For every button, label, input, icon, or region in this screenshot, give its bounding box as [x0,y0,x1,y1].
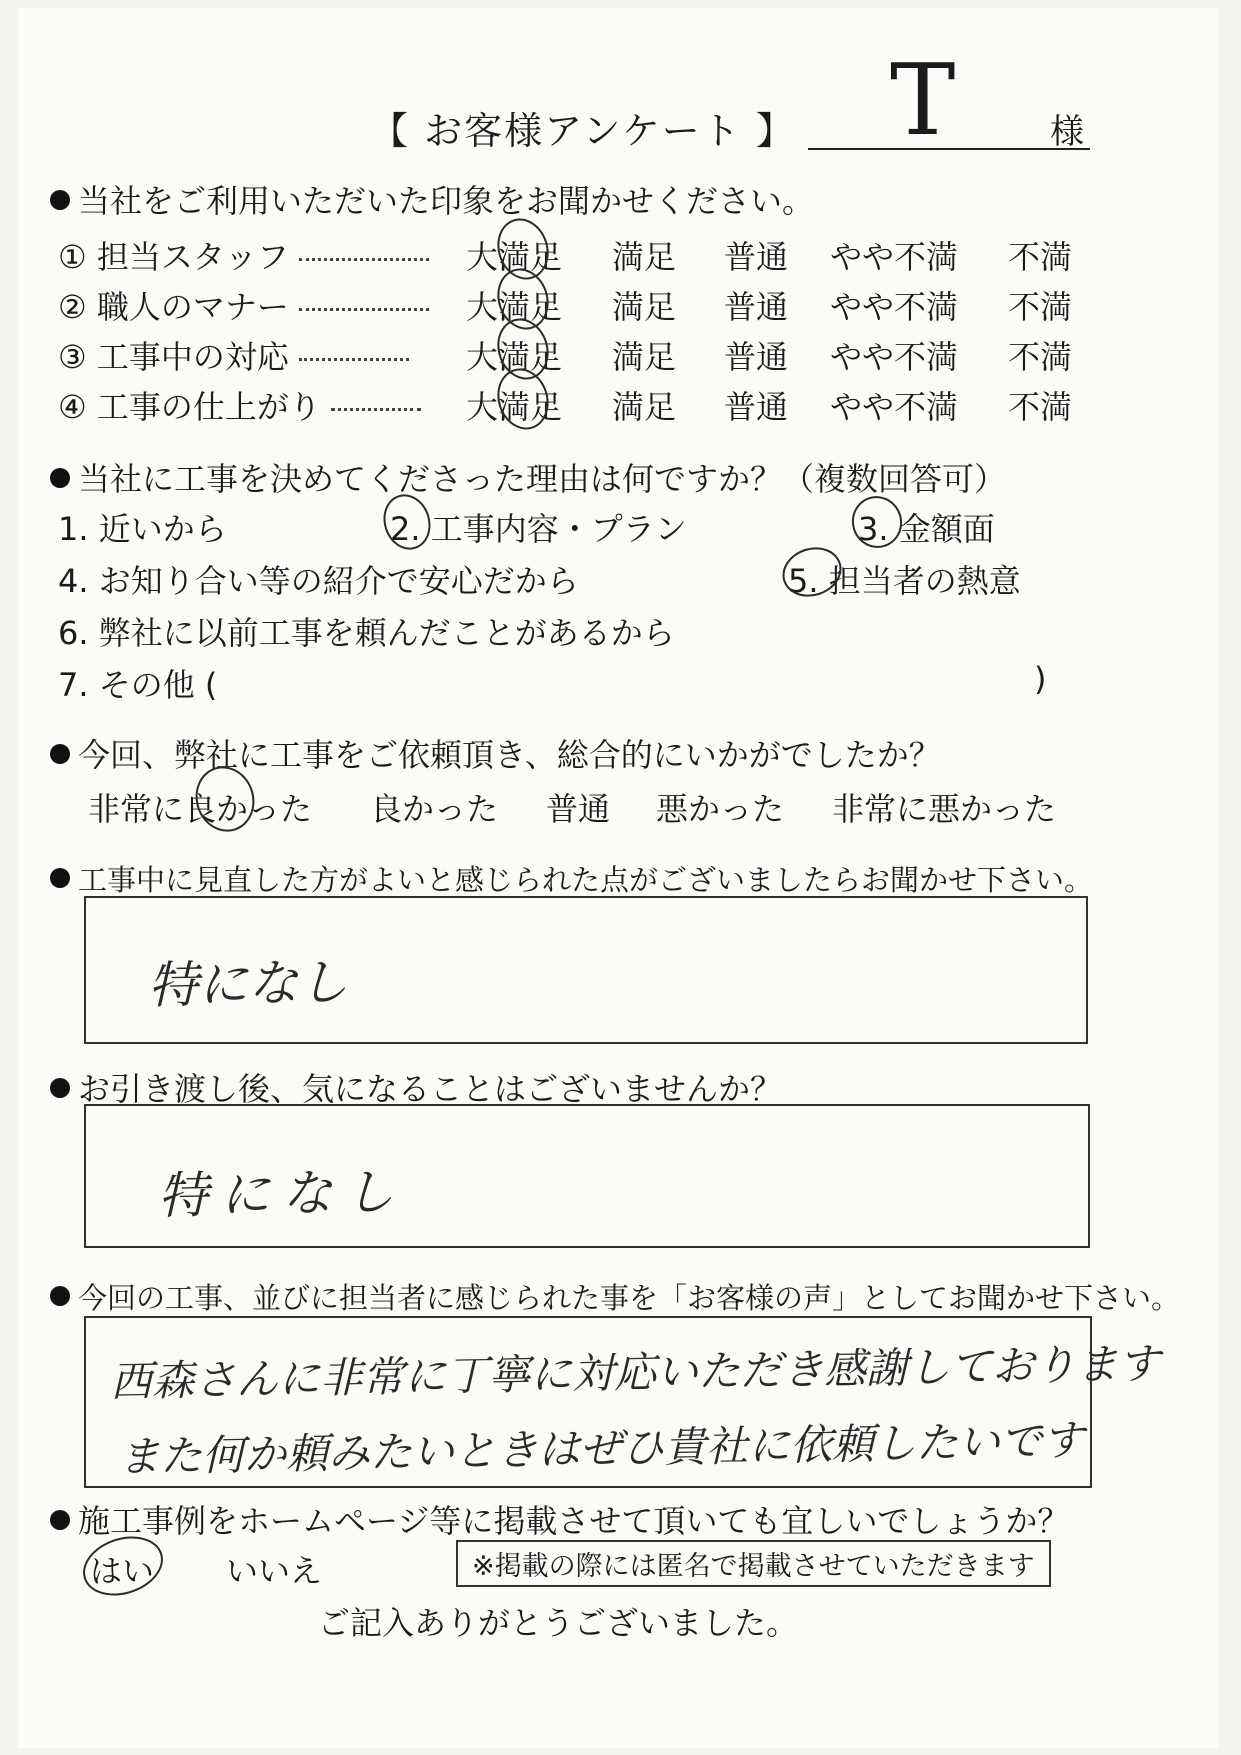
q6-question-text: 今回の工事、並びに担当者に感じられた事を「お客様の声」としてお聞かせ下さい。 [78,1281,1181,1315]
leader-dots [331,408,421,411]
bullet-icon [50,1286,70,1306]
q1-row4-choice-2: 満足 [612,388,677,426]
q1-row4-choice-5: 不満 [1008,388,1073,426]
q1-row2-choice-5: 不満 [1008,288,1073,326]
q1-row2-choice-2: 満足 [612,288,677,326]
q7-yes: はい [90,1552,155,1590]
customer-suffix: 様 [1050,112,1084,152]
leader-dots [299,258,429,261]
q1-row1-choice-2: 満足 [612,238,677,276]
q2-option-3: 3. 金額面 [858,510,995,548]
q2-option-5: 5. 担当者の熱意 [788,562,1021,600]
q2-option-2: 2. 工事内容・プラン [390,510,687,548]
q1-row2-choice-1: 大満足 [466,288,563,326]
bullet-icon [50,190,70,210]
leader-dots [299,358,409,361]
q4-handwritten-answer: 特になし [147,953,349,1015]
q2-option-4: 4. お知り合い等の紹介で安心だから [58,562,579,600]
q5-handwritten-answer: 特になし [157,1162,407,1226]
q3-choice-1: 非常に良かった [88,790,313,828]
q6-handwritten-line-1: 西森さんに非常に丁寧に対応いただき感謝しております [109,1338,1161,1407]
q1-item-label: ② 職人のマナー [58,288,289,326]
q1-item-1 [58,232,429,278]
q1-row3-choice-3: 普通 [724,338,789,376]
q1-row3-choice-4: やや不満 [830,338,959,376]
q6-handwritten-line-2: また何か頼みたいときはぜひ貴社に依頼したいです [117,1415,1085,1482]
survey-title: 【 お客様アンケート 】 [370,109,796,153]
q1-item-label: ③ 工事中の対応 [58,338,289,376]
q7-anonymity-note: ※掲載の際には匿名で掲載させていただきます [456,1540,1051,1587]
q3-choice-2: 良かった [370,790,499,828]
bullet-icon [50,868,70,888]
q1-item-2 [58,282,429,328]
q1-row1-choice-3: 普通 [724,238,789,276]
q4-question [50,858,1093,899]
q4-question-text: 工事中に見直した方がよいと感じられた点がございましたらお聞かせ下さい。 [78,863,1094,897]
q1-row4-choice-4: やや不満 [830,388,959,426]
q2-option-7: 7. その他 ( [58,666,218,704]
q1-item-4 [58,382,421,428]
q1-row1-choice-5: 不満 [1008,238,1073,276]
q1-question [50,176,814,222]
q1-row3-choice-5: 不満 [1008,338,1073,376]
q1-row3-choice-1: 大満足 [466,338,563,376]
bullet-icon [50,1078,70,1098]
thanks-message: ご記入ありがとうございました。 [318,1604,799,1642]
q2-question [50,454,1006,500]
q2-option-1: 1. 近いから [58,510,227,548]
q1-row1-choice-4: やや不満 [830,238,959,276]
q1-row2-choice-4: やや不満 [830,288,959,326]
q7-question-text: 施工事例をホームページ等に掲載させて頂いても宜しいでしょうか？ [78,1502,1070,1540]
q3-choice-4: 悪かった [656,790,785,828]
q1-item-3 [58,332,409,378]
q2-other-close: ) [1034,660,1047,698]
q7-question [50,1496,1069,1542]
leader-dots [299,308,429,311]
bullet-icon [50,1510,70,1530]
q3-choice-3: 普通 [546,790,611,828]
bullet-icon [50,468,70,488]
q2-question-text: 当社に工事を決めてくださった理由は何ですか？（複数回答可） [78,460,1007,498]
q3-question-text: 今回、弊社に工事をご依頼頂き、総合的にいかがでしたか？ [78,736,941,774]
q1-item-label: ④ 工事の仕上がり [58,388,321,426]
q1-row2-choice-3: 普通 [724,288,789,326]
customer-name: T [890,44,956,158]
q2-option-6: 6. 弊社に以前工事を頼んだことがあるから [58,614,675,652]
q5-question-text: お引き渡し後、気になることはございませんか？ [78,1070,783,1108]
q1-row4-choice-1: 大満足 [466,388,563,426]
name-underline [808,148,1090,150]
q1-item-label: ① 担当スタッフ [58,238,289,276]
bullet-icon [50,744,70,764]
q1-row1-choice-1: 大満足 [466,238,563,276]
q3-choice-5: 非常に悪かった [832,790,1057,828]
q1-row4-choice-3: 普通 [724,388,789,426]
q6-question [50,1276,1180,1317]
q3-question [50,730,941,776]
q7-no: いいえ [226,1552,323,1590]
q1-row3-choice-2: 満足 [612,338,677,376]
q1-question-text: 当社をご利用いただいた印象をお聞かせください。 [78,182,815,220]
